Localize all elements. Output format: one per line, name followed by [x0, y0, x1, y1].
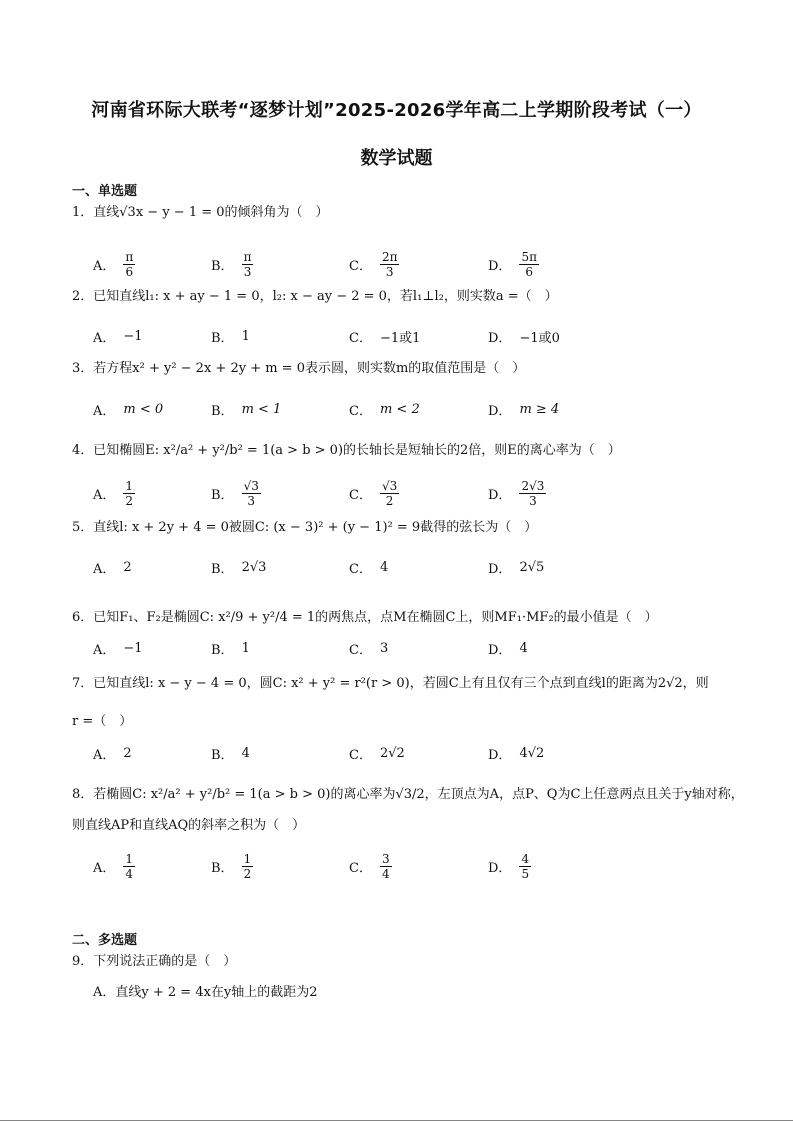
option-text: −1或0: [519, 330, 560, 346]
option-text: m ≥ 4: [519, 401, 560, 417]
frac-den: 4: [381, 866, 390, 881]
frac-num: 2π: [381, 249, 398, 264]
option-a: [93, 391, 163, 427]
option-text: 1: [241, 328, 250, 344]
question-4-stem: 4．已知椭圆E: x²/a² + y²/b² = 1(a > b > 0)的长轴长是短轴长的2倍，则E的离心率为（ ）: [72, 443, 621, 458]
option-text: 2: [123, 745, 132, 761]
option-b: [211, 630, 250, 666]
option-b: [211, 735, 250, 771]
option-label: B．: [211, 561, 234, 577]
question-1-stem: 1．直线√3x − y − 1 = 0的倾斜角为（ ）: [72, 205, 329, 220]
question-2-options: [93, 318, 653, 354]
option-b: [211, 475, 261, 511]
question-8-stem: 8．若椭圆C: x²/a² + y²/b² = 1(a > b > 0)的离心率为√3/2，左顶点为A，点P、Q为C上任意两点且关于y轴对称，: [72, 787, 744, 802]
section-multi-choice: 二、多选题: [72, 933, 138, 948]
option-a: [93, 630, 143, 666]
option-label: D．: [488, 860, 512, 876]
option-label: B．: [211, 642, 234, 658]
option-label: A．: [93, 258, 116, 274]
option-label: B．: [211, 860, 234, 876]
question-5-stem: 5．直线l: x + 2y + 4 = 0被圆C: (x − 3)² + (y − 1)² = 9截得的弦长为（ ）: [72, 520, 538, 535]
frac-num: 1: [243, 851, 252, 866]
option-label: A．: [93, 860, 116, 876]
frac-den: 3: [385, 264, 394, 279]
option-c: [349, 848, 392, 884]
section-single-choice: 一、单选题: [72, 184, 138, 199]
exam-title: 河南省环际大联考“逐梦计划”2025-2026学年高二上学期阶段考试（一）: [91, 100, 702, 121]
option-a: [93, 549, 132, 585]
option-d: [488, 318, 560, 354]
frac-den: 4: [125, 866, 134, 881]
frac-num: π: [243, 249, 252, 264]
option-c: [349, 246, 399, 282]
option-c: [349, 630, 388, 666]
option-text: 2: [123, 559, 132, 575]
option-text: 1: [241, 640, 250, 656]
option-label: D．: [488, 487, 512, 503]
option-a: [93, 246, 135, 282]
question-8-stem-cont: 则直线AP和直线AQ的斜率之积为（ ）: [72, 818, 306, 833]
question-9-stem: 9．下列说法正确的是（ ）: [72, 954, 237, 969]
option-text: −1: [123, 640, 143, 656]
frac-num: 1: [125, 478, 134, 493]
option-text: 2√5: [519, 559, 545, 575]
option-c: [349, 475, 399, 511]
option-text: 4: [379, 559, 389, 575]
option-text: 2√3: [241, 559, 267, 575]
option-b: [211, 246, 253, 282]
frac-num: 2√3: [521, 478, 545, 493]
question-6-stem: 6．已知F₁、F₂是椭圆C: x²/9 + y²/4 = 1的两焦点，点M在椭圆C上，则MF₁·MF₂的最小值是（ ）: [72, 610, 658, 625]
option-a: [93, 318, 143, 354]
question-3-stem: 3．若方程x² + y² − 2x + 2y + m = 0表示圆，则实数m的取值范围是（ ）: [72, 361, 526, 376]
frac-num: 5π: [521, 249, 537, 264]
option-label: A．: [93, 561, 116, 577]
frac-num: 4: [521, 851, 530, 866]
option-text: m < 1: [241, 401, 282, 417]
option-label: C．: [349, 330, 372, 346]
option-text: −1或1: [379, 330, 421, 346]
option-c: [349, 318, 420, 354]
option-label: B．: [211, 487, 234, 503]
option-label: A．: [93, 642, 116, 658]
frac-den: 2: [125, 493, 134, 508]
option-label: D．: [488, 330, 512, 346]
question-2-stem: 2．已知直线l₁: x + ay − 1 = 0，l₂: x − ay − 2 = 0，若l₁⊥l₂，则实数a =（ ）: [72, 289, 558, 304]
exam-subtitle: 数学试题: [360, 148, 433, 169]
option-b: [211, 391, 281, 427]
option-label: C．: [349, 561, 372, 577]
option-label: C．: [349, 403, 372, 419]
option-b: [211, 549, 266, 585]
frac-num: 1: [125, 851, 134, 866]
option-a: [93, 848, 135, 884]
option-d: [488, 848, 531, 884]
option-d: [488, 391, 559, 427]
frac-num: √3: [243, 478, 259, 493]
option-b: [211, 318, 250, 354]
option-b: [211, 848, 253, 884]
option-label: D．: [488, 561, 512, 577]
option-label: D．: [488, 403, 512, 419]
option-c: [349, 391, 420, 427]
option-text: 3: [379, 640, 389, 656]
question-4-options: [93, 475, 653, 511]
question-7-stem: 7．已知直线l: x − y − 4 = 0，圆C: x² + y² = r²(r > 0)，若圆C上有且仅有三个点到直线l的距离为2√2，则: [72, 676, 709, 691]
option-text: m < 0: [123, 401, 164, 417]
option-c: [349, 549, 388, 585]
frac-den: 6: [525, 264, 534, 279]
frac-den: 3: [529, 493, 537, 508]
option-label: C．: [349, 258, 372, 274]
frac-num: 3: [381, 851, 390, 866]
option-d: [488, 735, 544, 771]
frac-den: 3: [247, 493, 256, 508]
option-label: B．: [211, 403, 234, 419]
frac-den: 5: [521, 866, 530, 881]
frac-den: 2: [243, 866, 252, 881]
option-label: B．: [211, 258, 234, 274]
frac-num: π: [125, 249, 134, 264]
option-label: A．: [93, 487, 116, 503]
frac-den: 2: [385, 493, 394, 508]
frac-den: 6: [125, 264, 134, 279]
option-text: m < 2: [379, 401, 420, 417]
option-label: C．: [349, 747, 372, 763]
option-text: 4: [241, 745, 250, 761]
option-d: [488, 475, 546, 511]
option-a: [93, 735, 132, 771]
option-label: D．: [488, 747, 512, 763]
question-9-option-a: [93, 984, 318, 1002]
option-a: [93, 475, 135, 511]
option-label: A．: [93, 985, 116, 1000]
question-6-options: [93, 630, 653, 666]
frac-den: 3: [243, 264, 252, 279]
option-text: 直线y + 2 = 4x在y轴上的截距为2: [115, 985, 318, 1000]
option-text: −1: [123, 328, 143, 344]
option-label: D．: [488, 258, 512, 274]
question-3-options: [93, 391, 653, 427]
option-label: C．: [349, 487, 372, 503]
option-label: B．: [211, 747, 234, 763]
option-label: C．: [349, 642, 372, 658]
page-bottom-divider: [0, 1120, 793, 1121]
frac-num: √3: [381, 478, 398, 493]
question-7-options: [93, 735, 653, 771]
option-text: 2√2: [379, 745, 405, 761]
option-label: C．: [349, 860, 372, 876]
question-5-options: [93, 549, 653, 585]
question-1-options: [93, 246, 653, 282]
option-text: 4√2: [519, 745, 545, 761]
option-d: [488, 549, 544, 585]
option-text: 4: [519, 640, 528, 656]
option-label: D．: [488, 642, 512, 658]
option-label: A．: [93, 330, 116, 346]
question-8-options: [93, 848, 653, 884]
option-label: A．: [93, 403, 116, 419]
option-c: [349, 735, 405, 771]
option-label: A．: [93, 747, 116, 763]
question-7-stem-cont: r =（ ）: [72, 714, 133, 729]
option-d: [488, 246, 539, 282]
option-d: [488, 630, 528, 666]
option-label: B．: [211, 330, 234, 346]
